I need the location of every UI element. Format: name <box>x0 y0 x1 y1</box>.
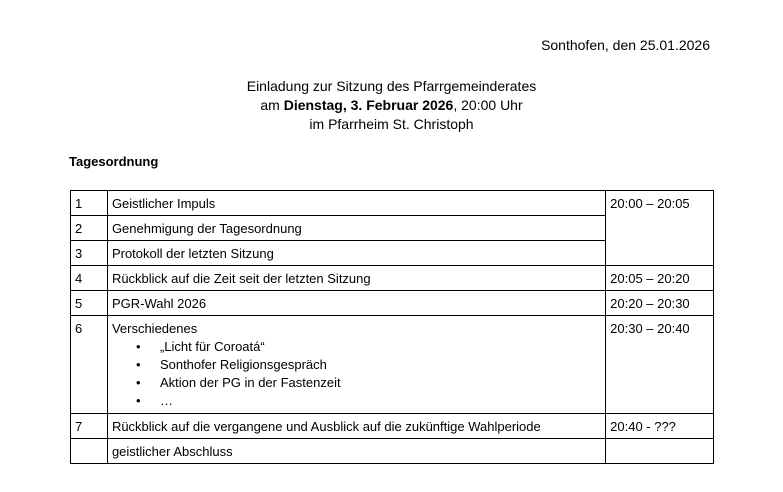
agenda-subitems <box>112 338 601 410</box>
agenda-row <box>71 439 714 464</box>
agenda-row <box>71 316 714 414</box>
agenda-number: 2 <box>71 216 108 241</box>
agenda-time: 20:30 – 20:40 <box>606 316 714 414</box>
agenda-number: 5 <box>71 291 108 316</box>
agenda-time <box>606 439 714 464</box>
agenda-subitem: • Sonthofer Religionsgespräch <box>160 356 601 374</box>
agenda-topic: Genehmigung der Tagesordnung <box>107 216 605 241</box>
agenda-topic: geistlicher Abschluss <box>107 439 605 464</box>
agenda-topic: Rückblick auf die Zeit seit der letzten Sitzung <box>107 266 605 291</box>
agenda-time: 20:00 – 20:05 <box>606 191 714 266</box>
meeting-date: Dienstag, 3. Februar 2026 <box>283 97 454 113</box>
agenda-topic: Rückblick auf die vergangene und Ausblick auf die zukünftige Wahlperiode <box>107 414 605 439</box>
agenda-number: 4 <box>71 266 108 291</box>
agenda-row <box>71 266 714 291</box>
agenda-number: 3 <box>71 241 108 266</box>
agenda-number: 7 <box>71 414 108 439</box>
agenda-subitem: • Aktion der PG in der Fastenzeit <box>160 374 601 392</box>
agenda-heading: Tagesordnung <box>69 154 159 169</box>
place-date: Sonthofen, den 25.01.2026 <box>541 37 710 53</box>
agenda-time: 20:40 - ??? <box>606 414 714 439</box>
agenda-number: 1 <box>71 191 108 216</box>
agenda-topic: Protokoll der letzten Sitzung <box>107 241 605 266</box>
agenda-topic: Geistlicher Impuls <box>107 191 605 216</box>
agenda-topic-label: Verschiedenes <box>111 321 198 336</box>
agenda-number <box>71 439 108 464</box>
agenda-topic: PGR-Wahl 2026 <box>107 291 605 316</box>
invitation-line-3: im Pfarrheim St. Christoph <box>309 116 474 132</box>
agenda-number: 6 <box>71 316 108 414</box>
agenda-row <box>71 414 714 439</box>
agenda-time: 20:05 – 20:20 <box>606 266 714 291</box>
agenda-subitem: • … <box>160 392 601 410</box>
invitation-line-1: Einladung zur Sitzung des Pfarrgemeinderates <box>246 78 537 94</box>
invitation-title <box>0 77 783 134</box>
invitation-line-2 <box>0 96 783 115</box>
agenda-topic <box>107 316 605 414</box>
agenda-table <box>70 190 714 464</box>
agenda-subitem: • „Licht für Coroatá“ <box>160 338 601 356</box>
agenda-row <box>71 291 714 316</box>
meeting-time: , 20:00 Uhr <box>453 97 523 113</box>
agenda-time: 20:20 – 20:30 <box>606 291 714 316</box>
invitation-prefix: am <box>260 97 284 113</box>
agenda-row <box>71 191 714 216</box>
